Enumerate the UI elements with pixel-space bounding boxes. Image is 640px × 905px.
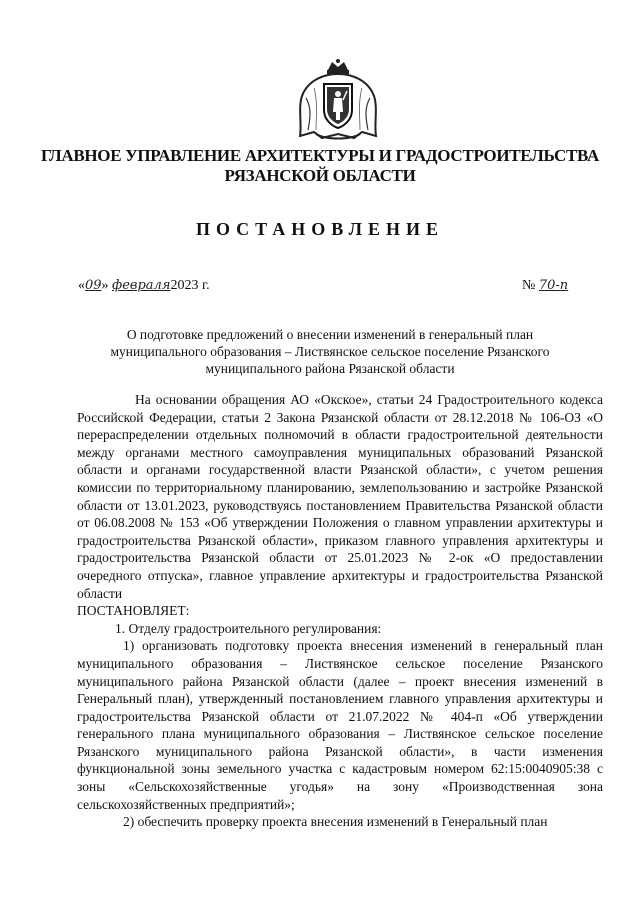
- document-body: [77, 391, 603, 831]
- issuer-name-line2: РЯЗАНСКОЙ ОБЛАСТИ: [224, 166, 416, 185]
- document-subject: [60, 326, 600, 377]
- number-prefix: №: [522, 278, 536, 293]
- number-value: 70-п: [538, 278, 569, 293]
- document-number: [522, 278, 568, 294]
- list-item: 1. Отделу градостроительного регулирования:: [115, 620, 382, 636]
- coat-of-arms-icon: [294, 58, 382, 142]
- document-type-title: ПОСТАНОВЛЕНИЕ: [195, 219, 445, 239]
- date-day: 09: [85, 278, 102, 293]
- date-open-quote: «: [78, 278, 85, 293]
- document-date: [78, 278, 210, 294]
- subject-line: муниципального образования – Листвянское сельское поселение Рязанского: [110, 344, 550, 359]
- issuer-name-line1: ГЛАВНОЕ УПРАВЛЕНИЕ АРХИТЕКТУРЫ И ГРАДОСТРОИТЕЛЬСТВА: [41, 146, 599, 165]
- preamble-paragraph: На основании обращения АО «Окское», статьи 24 Градостроительного кодекса Российской Федерации, статьи 2 Закона Рязанской области от 28.12.2018 № 106-ОЗ «О перераспределении отдельных полномочий в области градостроительной деятельности между органами местного самоуправления муниципальных образований Рязанской области и органами государственной власти Рязанской области», с учетом решения комиссии по территориальному планированию, землепользованию и застройке Рязанской области от 13.01.2023, руководствуясь постановлением Правительства Рязанской области от 06.08.2008 № 153 «Об утверждении Положения о главном управлении архитектуры и градостроительства Рязанской области», приказом главного управления архитектуры и градостроительства Рязанской области от 25.01.2023 № 2-ок «О предоставлении очередного отпуска», главное управление архитектуры и градостроительства Рязанской области: [77, 392, 603, 601]
- list-subitem: 1) организовать подготовку проекта внесения изменений в генеральный план муниципального образования – Листвянское сельское поселение Рязанского муниципального района Рязанской области (далее – проект внесения изменений в Генеральный план), утвержденный постановлением главного управления архитектуры и градостроительства Рязанской области от 21.07.2022 № 404-п «Об утверждении генерального плана муниципального образования – Листвянское сельское поселение Рязанского муниципального района Рязанской области», в части изменения функциональной зоны земельного участка с кадастровым номером 62:15:0040905:38 с зоны «Сельскохозяйственные угодья» на зону «Производственная зона сельскохозяйственных предприятий»;: [77, 638, 603, 812]
- date-month: февраля: [112, 278, 171, 293]
- date-year: 2023 г.: [170, 278, 210, 293]
- list-subitem: 2) обеспечить проверку проекта внесения изменений в Генеральный план: [123, 814, 548, 830]
- subject-line: О подготовке предложений о внесении изменений в генеральный план: [126, 327, 534, 342]
- subject-line: муниципального района Рязанской области: [205, 361, 455, 376]
- decree-word: ПОСТАНОВЛЯЕТ:: [77, 603, 190, 619]
- date-close-quote: »: [101, 278, 109, 293]
